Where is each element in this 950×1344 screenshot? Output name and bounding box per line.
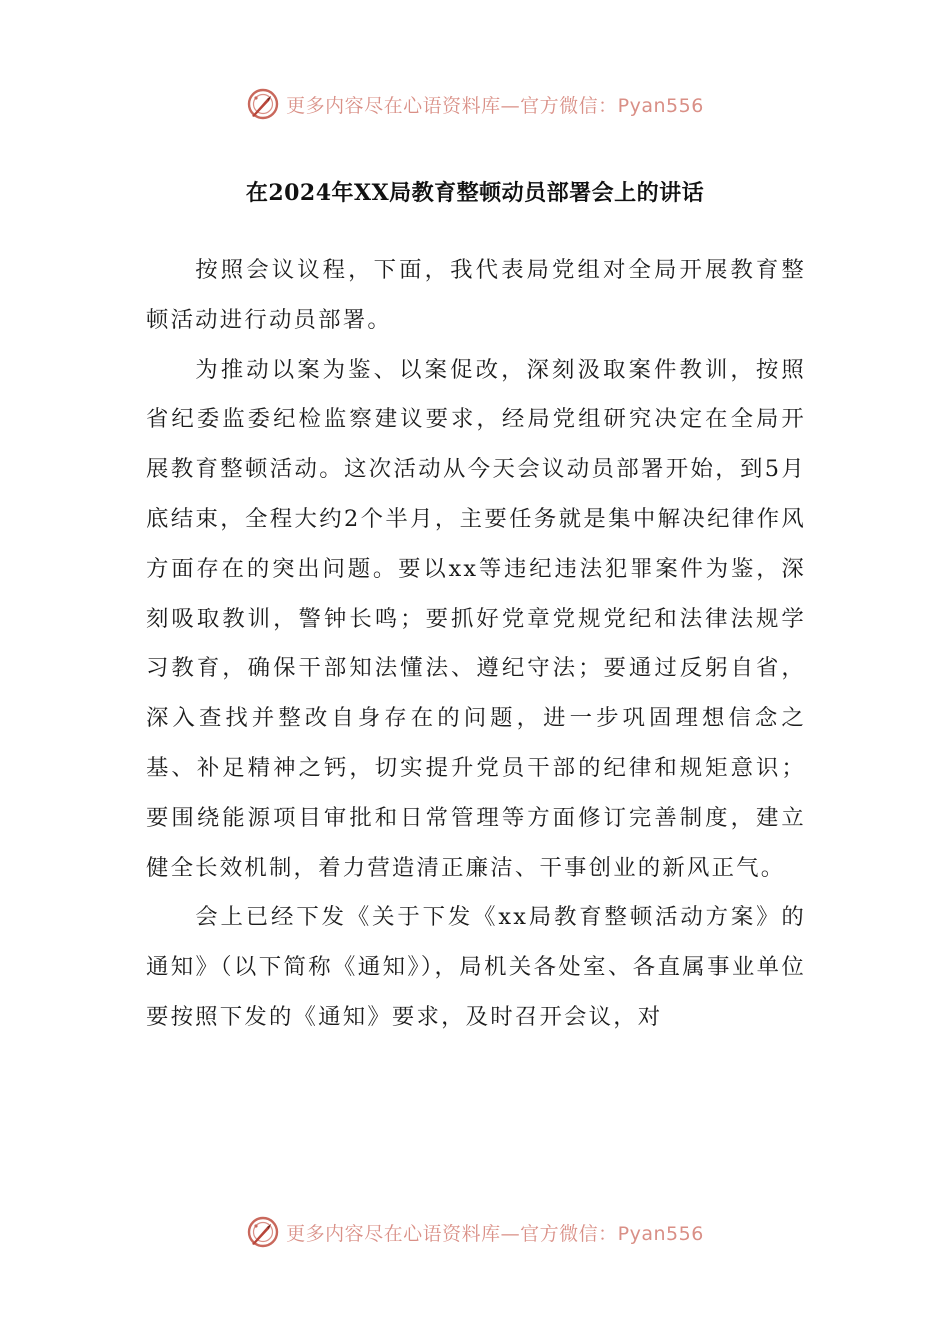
paragraph-2: 为推动以案为鉴、以案促改，深刻汲取案件教训，按照省纪委监委纪检监察建议要求，经局党组研究决定在全局开展教育整顿活动。这次活动从今天会议动员部署开始，到5月底结束，全程大约2个半月，主要任务就是集中解决纪律作风方面存在的突出问题。要以xx等违纪违法犯罪案件为鉴，深刻吸取教训，警钟长鸣；要抓好党章党规党纪和法律法规学习教育，确保干部知法懂法、遵纪守法；要通过反躬自省，深入查找并整改自身存在的问题，进一步巩固理想信念之基、补足精神之钙，切实提升党员干部的纪律和规矩意识；要围绕能源项目审批和日常管理等方面修订完善制度，建立健全长效机制，着力营造清正廉洁、干事创业的新风正气。 xyxy=(146,356,806,881)
watermark-account: Pyan556 xyxy=(617,94,704,117)
watermark-text: 更多内容尽在心语资料库—官方微信： xyxy=(286,94,618,117)
pen-nib-seal-icon xyxy=(246,1215,280,1249)
paragraph-1: 按照会议议程，下面，我代表局党组对全局开展教育整顿活动进行动员部署。 xyxy=(146,257,806,333)
watermark-text: 更多内容尽在心语资料库—官方微信： xyxy=(286,1222,618,1245)
footer-watermark xyxy=(0,1212,950,1252)
pen-nib-seal-icon xyxy=(246,87,280,121)
paragraph-3: 会上已经下发《关于下发《xx局教育整顿活动方案》的通知》（以下简称《通知》），局机关各处室、各直属事业单位要按照下发的《通知》要求，及时召开会议，对 xyxy=(146,904,806,1030)
document-title: 在2024年XX局教育整顿动员部署会上的讲话 xyxy=(245,180,705,206)
header-watermark xyxy=(0,84,950,124)
document-body xyxy=(146,246,806,1043)
watermark-account: Pyan556 xyxy=(617,1222,704,1245)
